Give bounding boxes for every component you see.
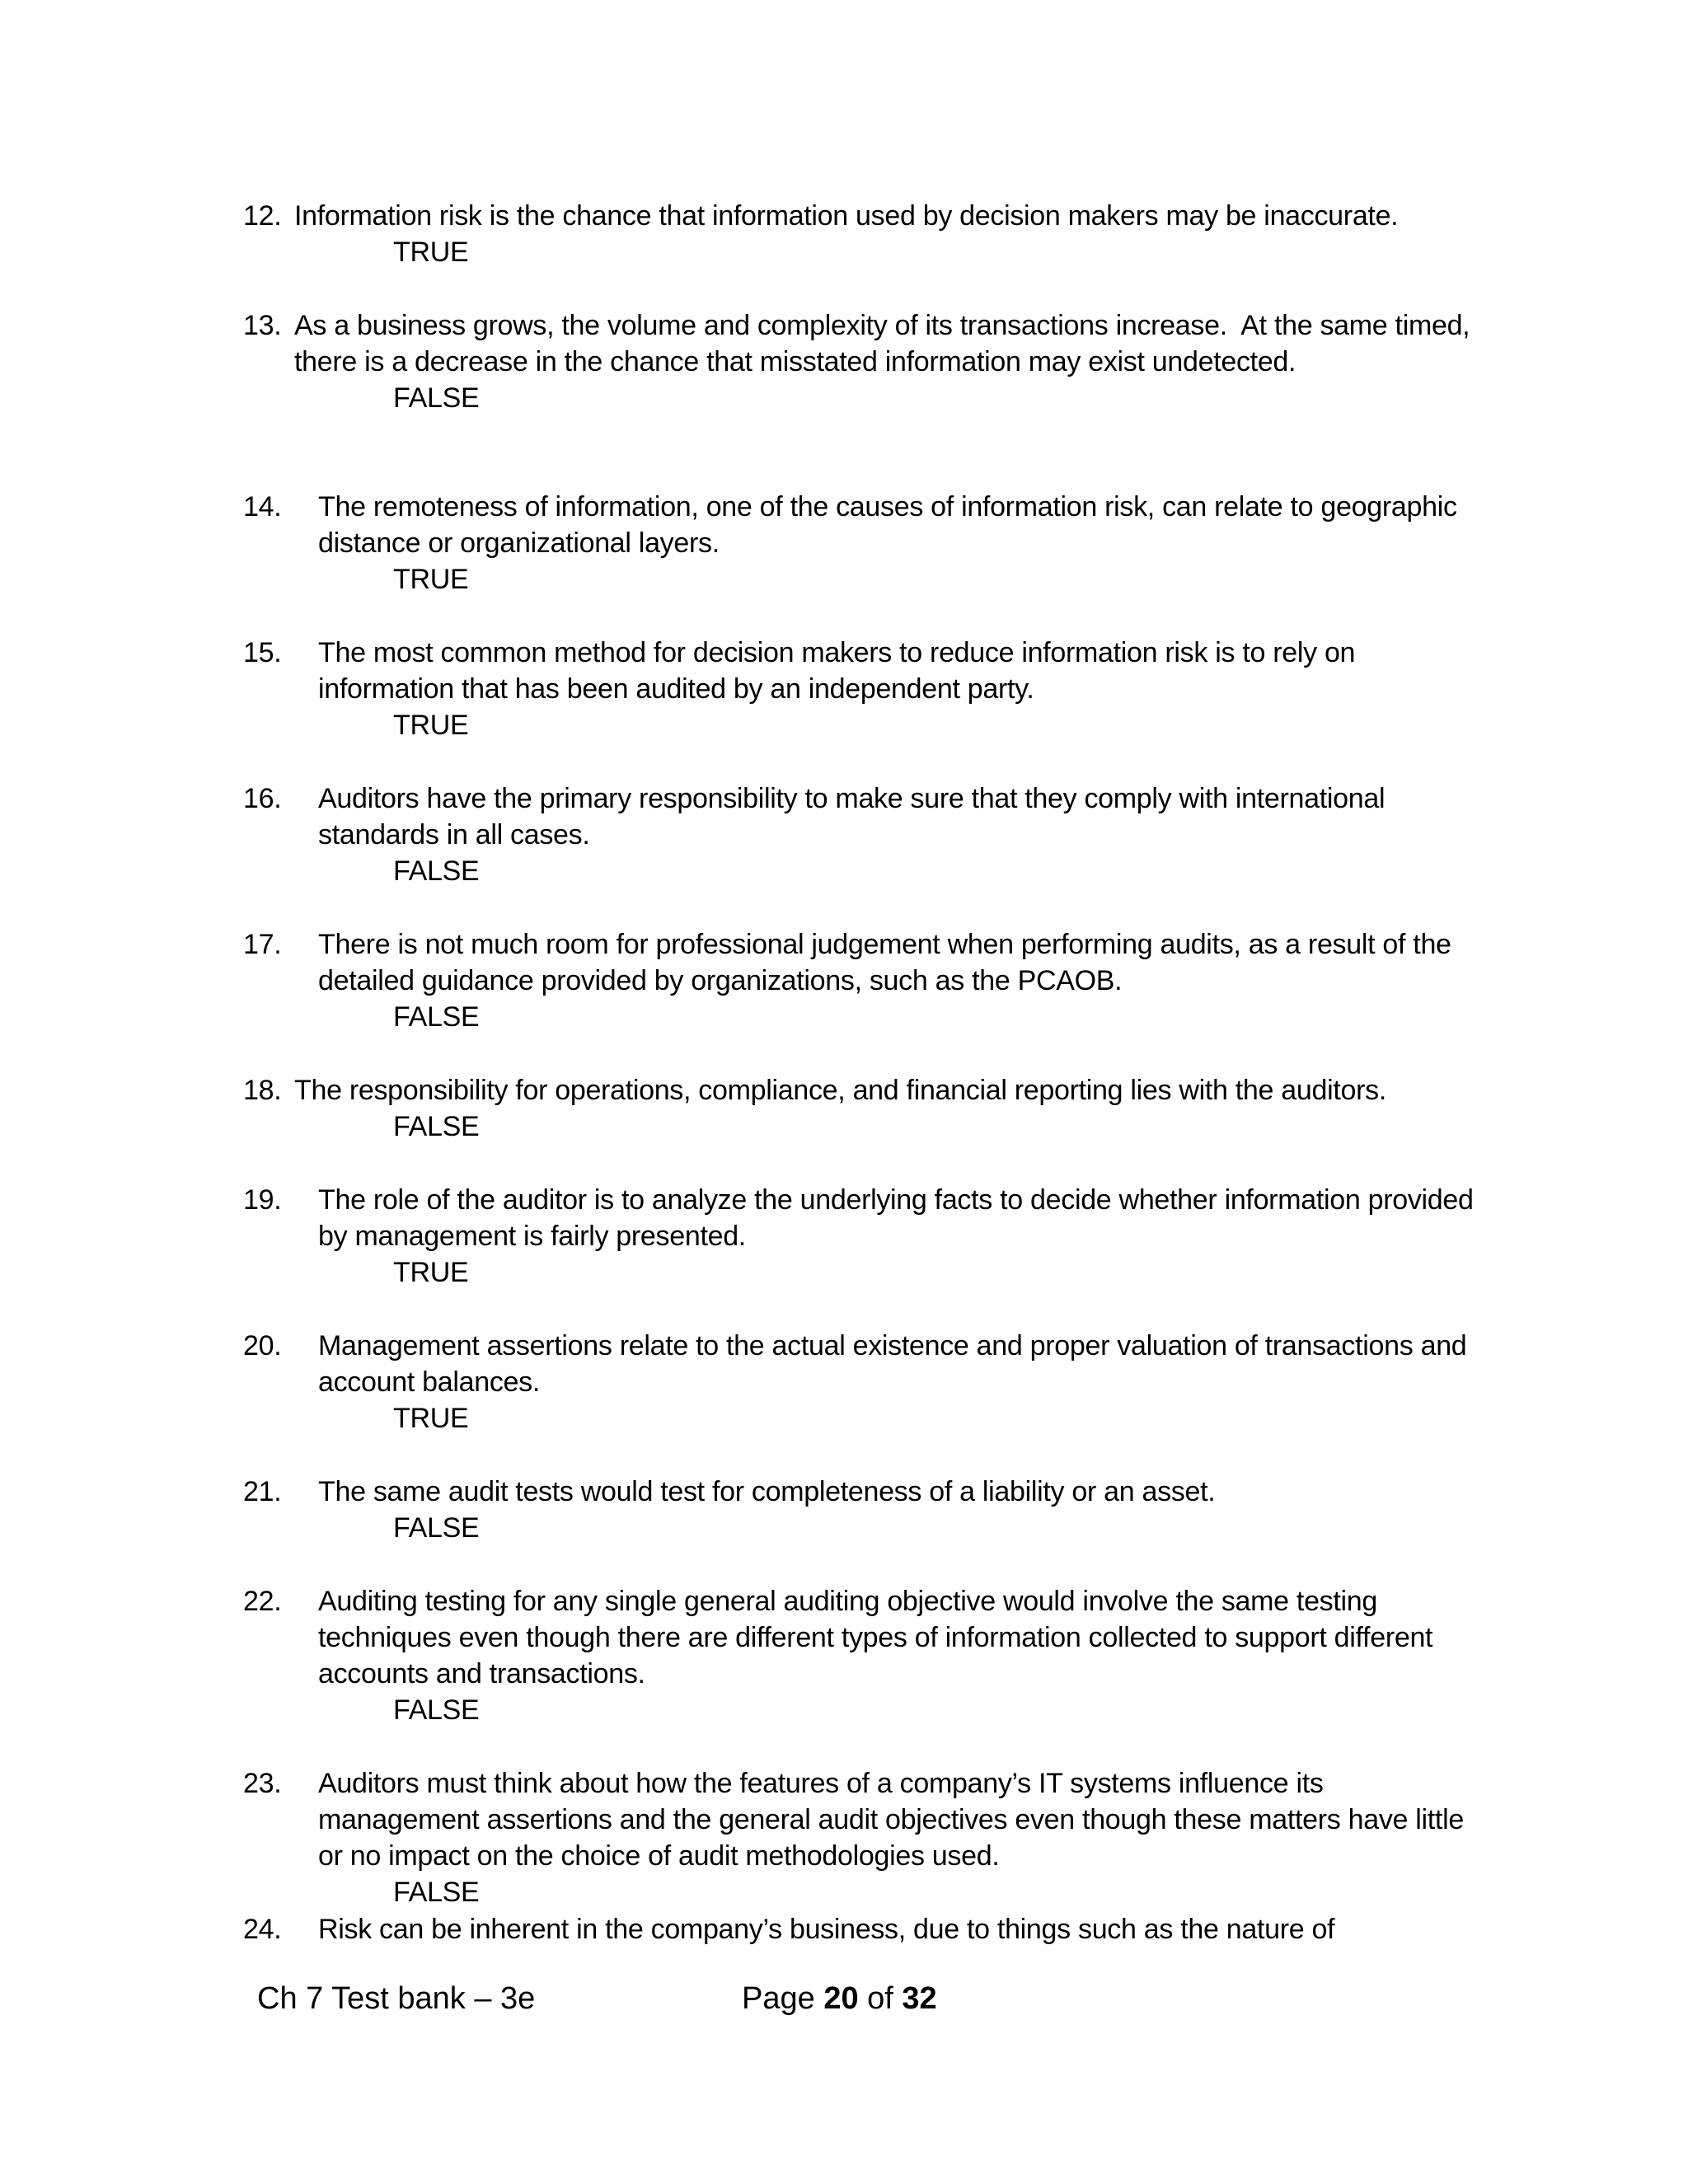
- question-14: [243, 489, 1479, 598]
- question-answer: FALSE: [393, 1694, 480, 1726]
- footer-page-number: [742, 1978, 937, 2019]
- question-answer: TRUE: [393, 564, 469, 595]
- question-text: As a business grows, the volume and complexity of its transactions increase. At the same timed, there is a decrease in the chance that misstated information may exist undetected.: [294, 310, 1478, 377]
- question-24: [243, 1911, 1479, 1947]
- question-number: 16.: [243, 783, 282, 814]
- question-text: The role of the auditor is to analyze the underlying facts to decide whether information provided by management is fairly presented.: [318, 1184, 1481, 1252]
- question-text: There is not much room for professional judgement when performing audits, as a result of the detailed guidance provided by organizations, such as the PCAOB.: [318, 929, 1459, 996]
- question-answer: TRUE: [393, 237, 469, 268]
- question-23: [243, 1765, 1479, 1910]
- question-16: [243, 780, 1479, 889]
- question-text: Management assertions relate to the actual existence and proper valuation of transactions and account balances.: [318, 1330, 1475, 1398]
- question-17: [243, 926, 1479, 1035]
- question-number: 17.: [243, 929, 282, 960]
- question-answer: FALSE: [393, 1877, 480, 1908]
- footer-document-label: Ch 7 Test bank – 3e: [257, 1981, 536, 2016]
- question-answer: FALSE: [393, 1512, 480, 1544]
- question-answer: TRUE: [393, 710, 469, 741]
- question-19: [243, 1182, 1479, 1291]
- question-answer: TRUE: [393, 1403, 469, 1434]
- question-12: [243, 198, 1479, 270]
- question-21: [243, 1474, 1479, 1546]
- question-13: [243, 307, 1479, 416]
- question-number: 21.: [243, 1476, 282, 1507]
- question-number: 19.: [243, 1184, 282, 1216]
- question-text: The remoteness of information, one of the causes of information risk, can relate to geographic distance or organizational layers.: [318, 491, 1465, 559]
- question-number: 24.: [243, 1914, 282, 1945]
- question-number: 22.: [243, 1586, 282, 1617]
- question-text: The most common method for decision makers to reduce information risk is to rely on information that has been audited by an independent party.: [318, 637, 1363, 705]
- question-text: Information risk is the chance that information used by decision makers may be inaccurate.: [294, 200, 1399, 232]
- question-text: The responsibility for operations, compliance, and financial reporting lies with the auditors.: [294, 1075, 1386, 1106]
- question-text: The same audit tests would test for completeness of a liability or an asset.: [318, 1476, 1216, 1507]
- question-number: 23.: [243, 1768, 282, 1799]
- question-number: 18.: [243, 1075, 282, 1106]
- question-text: Auditing testing for any single general auditing objective would involve the same testing techniques even though there are different types of information collected to support different accounts and transactions.: [318, 1586, 1441, 1690]
- footer-page-of: of: [867, 1981, 893, 2016]
- question-text: Auditors must think about how the features of a company’s IT systems influence its management assertions and the general audit objectives even though these matters have little or no impact on the choice of audit methodologies used.: [318, 1768, 1472, 1872]
- question-answer: FALSE: [393, 855, 480, 887]
- footer-page-total: 32: [902, 1981, 937, 2016]
- question-answer: FALSE: [393, 382, 480, 414]
- question-number: 12.: [243, 200, 282, 232]
- footer-page-word: Page: [742, 1981, 815, 2016]
- question-answer: FALSE: [393, 1001, 480, 1033]
- question-text: Auditors have the primary responsibility to make sure that they comply with international standards in all cases.: [318, 783, 1393, 851]
- question-number: 20.: [243, 1330, 282, 1361]
- question-answer: FALSE: [393, 1111, 480, 1142]
- question-22: [243, 1583, 1479, 1728]
- question-text: Risk can be inherent in the company’s business, due to things such as the nature of: [318, 1914, 1335, 1945]
- question-18: [243, 1072, 1479, 1145]
- footer-page-current: 20: [823, 1981, 859, 2016]
- question-answer: TRUE: [393, 1257, 469, 1288]
- question-number: 15.: [243, 637, 282, 668]
- question-number: 14.: [243, 491, 282, 523]
- question-15: [243, 635, 1479, 743]
- question-number: 13.: [243, 310, 282, 341]
- question-20: [243, 1328, 1479, 1436]
